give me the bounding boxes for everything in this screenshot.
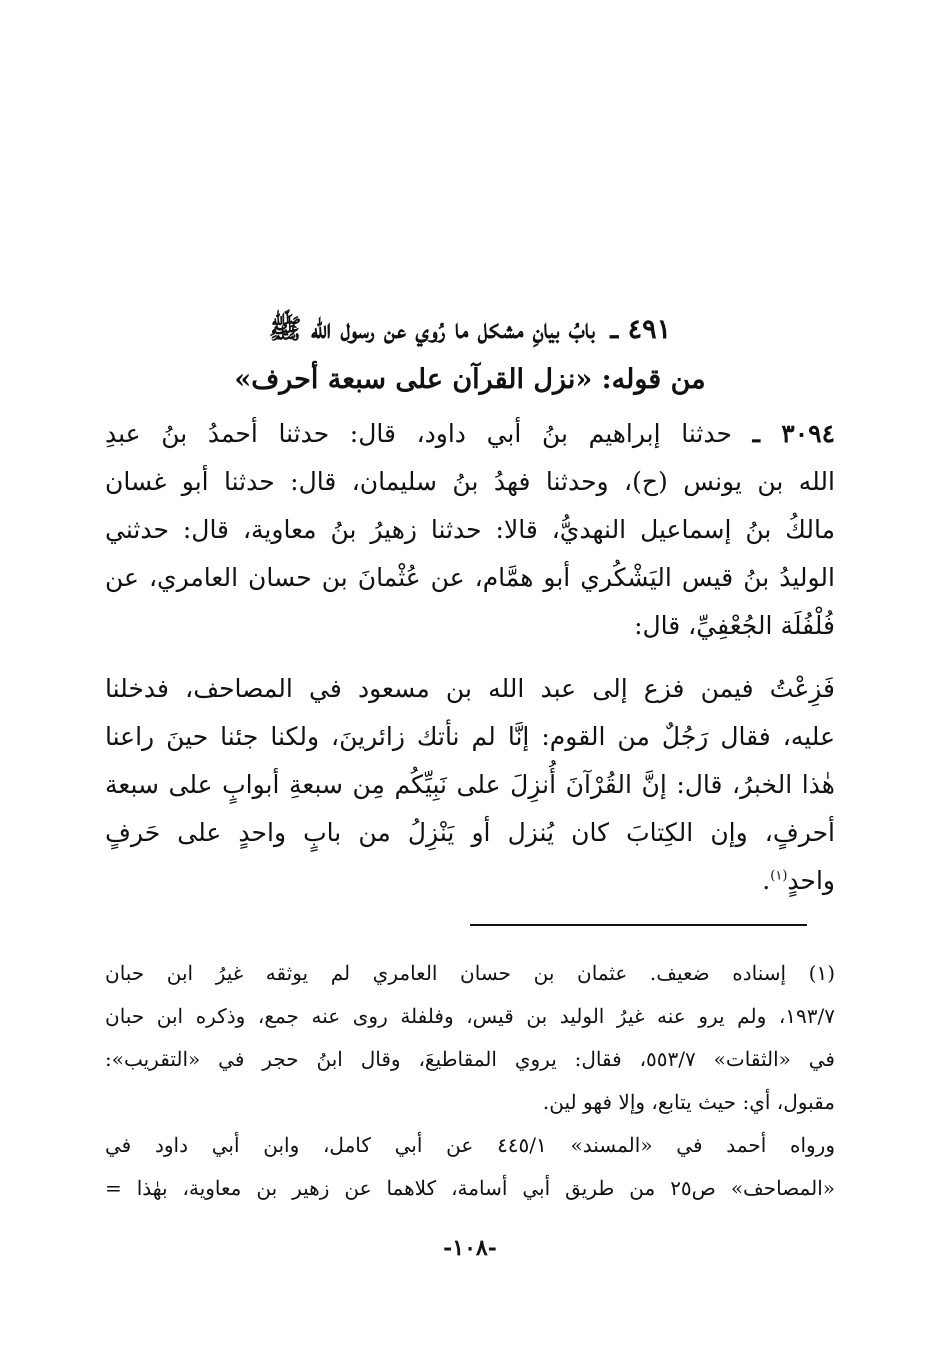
hadith-line: ٣٠٩٤ ـ حدثنا إبراهيم بنُ أبي داود، قال: حدثنا أحمدُ بنُ عبدِ xyxy=(105,419,835,448)
matn-line: أحرفٍ، وإن الكِتابَ كان يُنزل أو يَنْزِلُ من بابٍ واحدٍ على حَرفٍ xyxy=(105,818,835,847)
footnote-divider xyxy=(470,924,807,926)
hadith-number: ٣٠٩٤ ـ xyxy=(752,419,835,448)
page-number: -١٠٨- xyxy=(443,1235,497,1261)
matn-line: هٰذا الخبرُ، قال: إنَّ القُرْآنَ أُنزِلَ على نَبِيِّكُم مِن سبعةِ أبوابٍ على سبعة xyxy=(105,770,835,799)
hadith-matn xyxy=(105,665,835,905)
hadith-isnad xyxy=(105,410,835,650)
footnote-line: مقبول، أي: حيث يتابع، وإلا فهو لين. xyxy=(542,1090,835,1114)
hadith-line: الوليدُ بنُ قيس اليَشْكُري أبو همَّام، عن عُثْمانَ بن حسان العامري، عن xyxy=(105,563,835,592)
footnote-marker[interactable]: (١) xyxy=(770,868,788,884)
chapter-heading xyxy=(110,305,830,405)
footnote-line: ورواه أحمد في «المسند» ٤٤٥/١ عن أبي كامل، وابن أبي داود في xyxy=(105,1133,835,1157)
matn-line: فَزِعْتُ فيمن فزع إلى عبد الله بن مسعود في المصاحف، فدخلنا xyxy=(105,674,835,703)
footnotes xyxy=(105,952,835,1210)
hadith-line: فُلْفُلَة الجُعْفِيِّ، قال: xyxy=(634,611,835,640)
footnote-line: في «الثقات» ٥٥٣/٧، فقال: يروي المقاطيعَ، وقال ابنُ حجر في «التقريب»: xyxy=(105,1047,835,1071)
hadith-line: مالكُ بنُ إسماعيل النهديُّ، قالا: حدثنا زهيرُ بنُ معاوية، قال: حدثني xyxy=(105,515,835,544)
matn-line: عليه، فقال رَجُلٌ من القوم: إنَّا لم نأتك زائرينَ، ولكنا جئنا حينَ راعنا xyxy=(105,722,835,751)
footnote-line: ١٩٣/٧، ولم يرو عنه غيرُ الوليد بن قيس، وفلفلة روى عنه جمع، وذكره ابن حبان xyxy=(105,1004,835,1028)
chapter-subtitle: من قوله: «نزل القرآن على سبعة أحرف» xyxy=(234,364,706,395)
chapter-title-line1 xyxy=(110,305,830,355)
chapter-title: بابُ بيانِ مشكل ما رُوي عن رسول الله ﷺ xyxy=(268,314,595,345)
chapter-number: ٤٩١ ـ xyxy=(610,314,672,345)
footnote-line: «المصاحف» ص٢٥ من طريق أبي أسامة، كلاهما عن زهير بن معاوية، بهٰذا = xyxy=(105,1176,836,1200)
matn-line: واحدٍ$^{(١)}$. xyxy=(762,866,835,895)
footnote-line: (١) إسناده ضعيف. عثمان بن حسان العامري لم يوثقه غيرُ ابن حبان xyxy=(105,961,835,985)
hadith-line: الله بن يونس (ح)، وحدثنا فهدُ بنُ سليمان، قال: حدثنا أبو غسان xyxy=(105,467,835,496)
